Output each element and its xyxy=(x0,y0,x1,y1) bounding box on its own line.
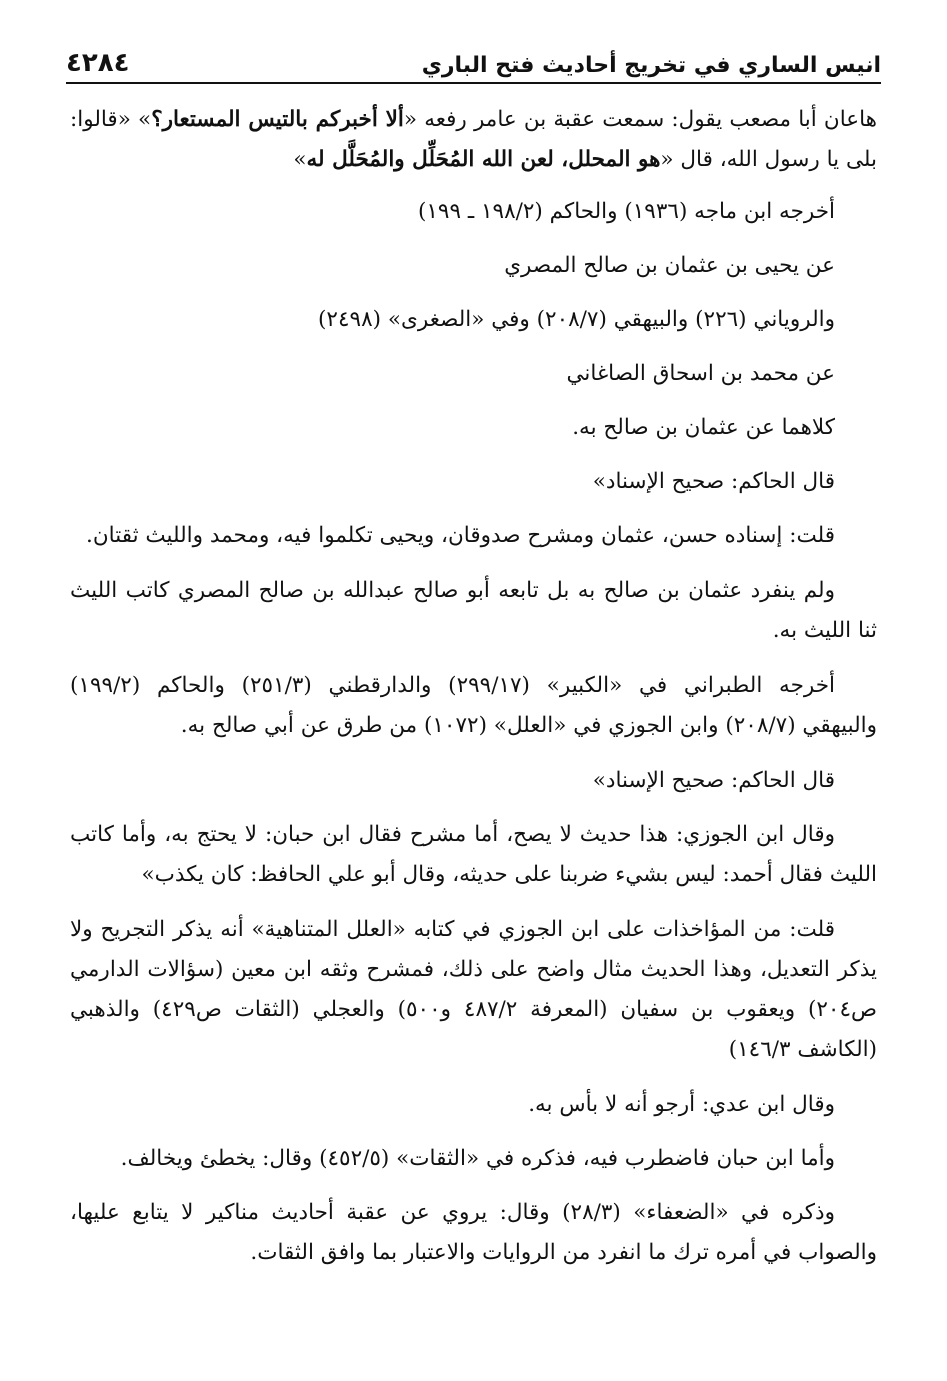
book-title: انيس الساري في تخريج أحاديث فتح الباري xyxy=(421,53,881,78)
hadith-intro: هاعان أبا مصعب يقول: سمعت عقبة بن عامر رفعه « xyxy=(403,107,877,132)
paragraph-verdict: قلت: إسناده حسن، عثمان ومشرح صدوقان، ويحيى تكلموا فيه، ومحمد والليث ثقتان. xyxy=(86,523,835,548)
hadith-answer: هو المحلل، لعن الله المُحَلِّل والمُحَلَّل له xyxy=(306,147,661,172)
page-header xyxy=(66,38,881,84)
paragraph-takhrij-3: أخرجه الطبراني في «الكبير» (٢٩٩/١٧) والدارقطني (٢٥١/٣) والحاكم (١٩٩/٢) والبيهقي (٢٠٨/٧) وابن الجوزي في «العلل» (١٠٧٢) من طرق عن أبي صالح به. xyxy=(70,673,877,738)
paragraph-chain-1: عن يحيى بن عثمان بن صالح المصري xyxy=(504,253,835,278)
paragraph-duafa: وذكره في «الضعفاء» (٢٨/٣) وقال: يروي عن عقبة أحاديث مناكير لا يتابع عليها، والصواب في أمره ترك ما انفرد من الروايات والاعتبار بما وافق الثقات. xyxy=(70,1200,877,1265)
page-number: ٤٢٨٤ xyxy=(66,48,130,78)
paragraph-ibn-hibban: وأما ابن حبان فاضطرب فيه، فذكره في «الثقات» (٤٥٢/٥) وقال: يخطئ ويخالف. xyxy=(120,1146,835,1171)
paragraph-critique: قلت: من المؤاخذات على ابن الجوزي في كتابه «العلل المتناهية» أنه يذكر التجريح ولا يذكر التعديل، وهذا الحديث مثال واضح على ذلك، فمشرح وثقه ابن معين (سؤالات الدارمي ص٢٠٤) ويعقوب بن سفيان (المعرفة ٤٨٧/٢ و٥٠٠) والعجلي (الثقات ص٤٢٩) والذهبي (الكاشف ١٤٦/٣) xyxy=(70,917,877,1062)
hadith-close-quote: » xyxy=(293,147,307,172)
page-body xyxy=(70,100,877,1288)
paragraph-takhrij-1: أخرجه ابن ماجه (١٩٣٦) والحاكم (١٩٨/٢ ـ ١٩٩) xyxy=(417,199,835,224)
paragraph-ibn-jawzi: وقال ابن الجوزي: هذا حديث لا يصح، أما مشرح فقال ابن حبان: لا يحتج به، وأما كاتب الليث فقال أحمد: ليس بشيء ضربنا على حديثه، وقال أبو علي الحافظ: كان يكذب» xyxy=(70,822,877,887)
paragraph-hakim-2: قال الحاكم: صحيح الإسناد» xyxy=(592,768,835,793)
paragraph-takhrij-2: والروياني (٢٢٦) والبيهقي (٢٠٨/٧) وفي «الصغرى» (٢٤٩٨) xyxy=(318,307,835,332)
paragraph-both: كلاهما عن عثمان بن صالح به. xyxy=(572,415,835,440)
hadith-reply: » «قالوا: بلى يا رسول الله، قال « xyxy=(70,107,877,172)
paragraph-hakim-1: قال الحاكم: صحيح الإسناد» xyxy=(592,469,835,494)
paragraph-chain-2: عن محمد بن اسحاق الصاغاني xyxy=(566,361,835,386)
paragraph-corroboration: ولم ينفرد عثمان بن صالح به بل تابعه أبو صالح عبدالله بن صالح المصري كاتب الليث ثنا الليث به. xyxy=(70,578,877,643)
paragraph-ibn-adi: وقال ابن عدي: أرجو أنه لا بأس به. xyxy=(528,1092,835,1117)
hadith-paragraph xyxy=(70,100,877,180)
hadith-question: ألا أخبركم بالتيس المستعار؟ xyxy=(151,107,404,132)
